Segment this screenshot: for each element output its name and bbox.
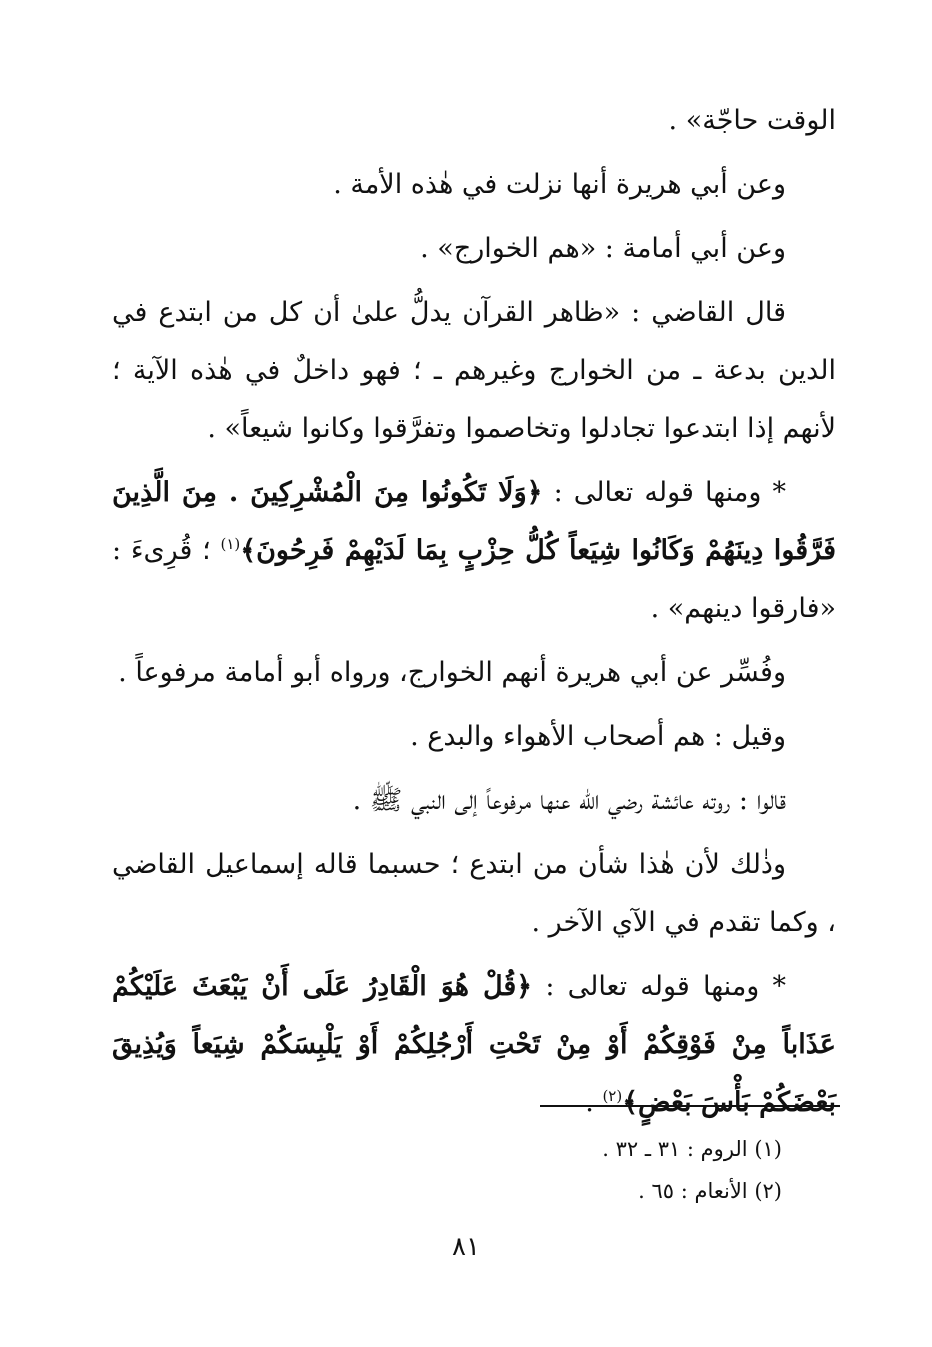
verse-intro: * ومنها قوله تعالى : [545,971,786,1002]
quran-verse: ﴿وَلَا تَكُونُوا مِنَ الْمُشْرِكِينَ . مِنَ الَّذِينَ فَرَّقُوا دِينَهُمْ وَكَانُوا شِيَعاً كُلُّ حِزْبٍ بِمَا لَدَيْهِمْ فَرِحُونَ﴾ [112,477,836,566]
paragraph-continuation: الوقت حاجّة» . [668,105,836,136]
paragraph-abu-umama: وعن أبي أمامة : «هم الخوارج» . [420,233,786,264]
footnote-ref[interactable]: (٢) [602,1087,623,1105]
paragraph-ismail-qadi: وذٰلك لأن هٰذا شأن من ابتدع ؛ حسبما قاله إسماعيل القاضي ، وكما تقدم في الآي الآخر . [112,849,836,938]
quran-verse: ﴿قُلْ هُوَ الْقَادِرُ عَلَى أَنْ يَبْعَثَ عَلَيْكُمْ عَذَاباً مِنْ فَوْقِكُمْ أَوْ مِنْ تَحْتِ أَرْجُلِكُمْ أَوْ يَلْبِسَكُمْ شِيَعاً وَيُذِيقَ بَعْضَكُمْ بَأْسَ بَعْضٍ﴾ [112,971,836,1118]
footnotes [282,1128,782,1212]
paragraph-abu-hurayra: وعن أبي هريرة أنها نزلت في هٰذه الأمة . [333,169,786,200]
page-number: ٨١ [452,1232,480,1262]
main-text [112,92,836,1132]
footnote-divider [540,1105,840,1107]
paragraph-tafsir: وفُسِّر عن أبي هريرة أنهم الخوارج، ورواه أبو أمامة مرفوعاً . [118,657,786,688]
footnote-1: (١) الروم : ٣١ ـ ٣٢ . [602,1137,782,1161]
sentence-end: . [585,1087,594,1118]
paragraph-verse-rum [112,464,836,638]
paragraph-qadi-quote: قال القاضي : «ظاهر القرآن يدلُّ علىٰ أن كل من ابتدع في الدين بدعة ـ من الخوارج وغيرهم ـ ؛ فهو داخلٌ في هٰذه الآية ؛ لأنهم إذا ابتدعوا تجادلوا وتخاصموا وتفرَّقوا وكانوا شيعاً» . [112,297,836,444]
verse-reading-note: ؛ قُرِىءَ : «فارقوا دينهم» . [112,535,836,624]
footnote-ref[interactable]: (١) [220,535,241,553]
verse-intro: * ومنها قوله تعالى : [553,477,786,508]
footnote-2: (٢) الأنعام : ٦٥ . [638,1179,782,1203]
paragraph-aisha: قالوا : روته عائشة رضي الله عنها مرفوعاً إلى النبي ﷺ . [352,785,786,816]
paragraph-qila: وقيل : هم أصحاب الأهواء والبدع . [410,721,786,752]
